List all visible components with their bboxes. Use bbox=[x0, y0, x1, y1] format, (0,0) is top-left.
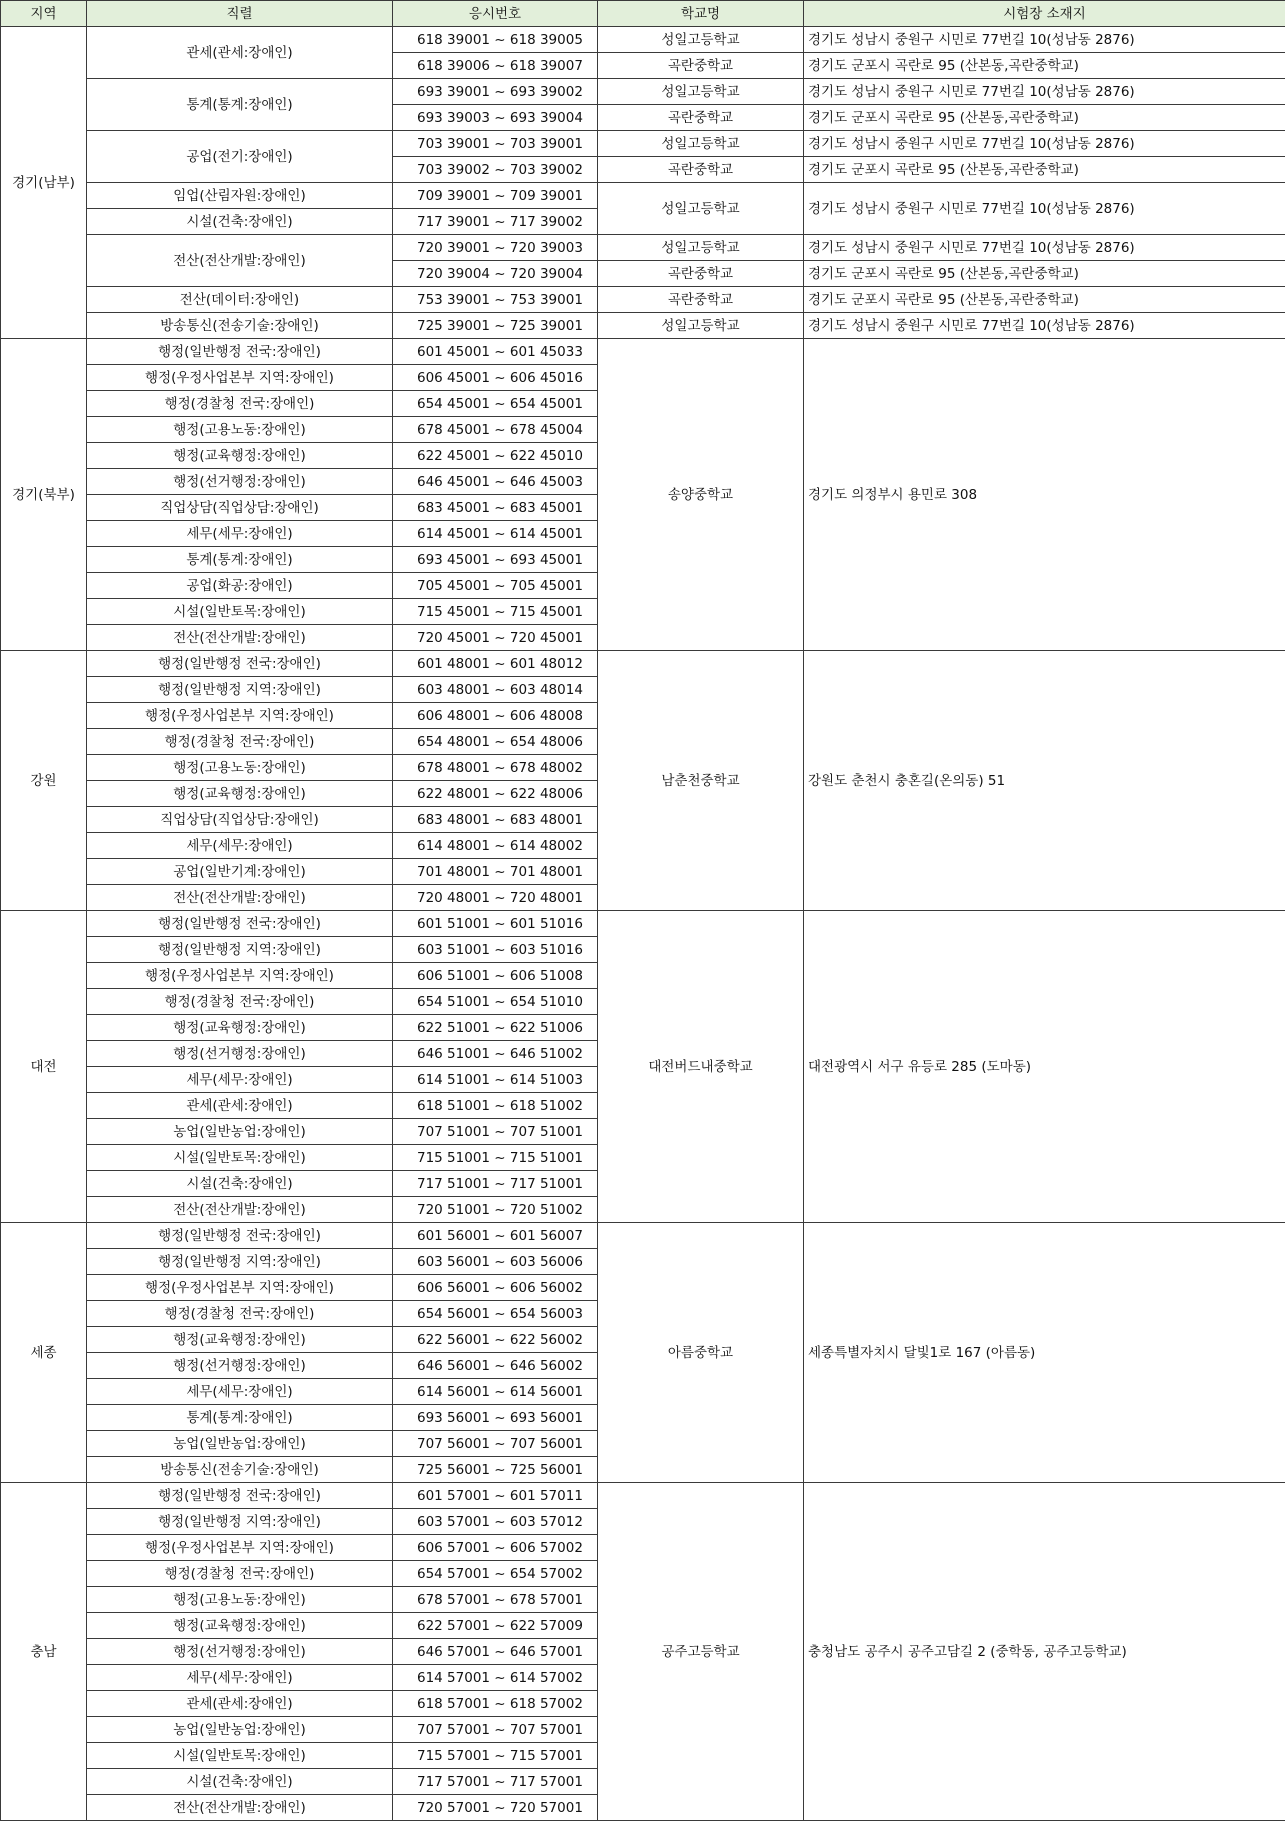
exam-number-cell: 715 51001 ~ 715 51001 bbox=[393, 1145, 598, 1171]
address-cell: 경기도 성남시 중원구 시민로 77번길 10(성남동 2876) bbox=[804, 183, 1285, 235]
table-row bbox=[1, 287, 1285, 313]
job-cell: 통계(통계:장애인) bbox=[87, 79, 393, 131]
exam-number-cell: 654 48001 ~ 654 48006 bbox=[393, 729, 598, 755]
header-region: 지역 bbox=[1, 1, 87, 27]
job-cell: 행정(일반행정 전국:장애인) bbox=[87, 1483, 393, 1509]
job-cell: 시설(건축:장애인) bbox=[87, 209, 393, 235]
job-cell: 방송통신(전송기술:장애인) bbox=[87, 313, 393, 339]
school-cell: 아름중학교 bbox=[598, 1223, 804, 1483]
exam-number-cell: 720 45001 ~ 720 45001 bbox=[393, 625, 598, 651]
job-cell: 행정(고용노동:장애인) bbox=[87, 755, 393, 781]
address-cell: 경기도 군포시 곡란로 95 (산본동,곡란중학교) bbox=[804, 261, 1285, 287]
school-cell: 남춘천중학교 bbox=[598, 651, 804, 911]
exam-number-cell: 725 56001 ~ 725 56001 bbox=[393, 1457, 598, 1483]
address-cell: 경기도 성남시 중원구 시민로 77번길 10(성남동 2876) bbox=[804, 79, 1285, 105]
header-venue-address: 시험장 소재지 bbox=[804, 1, 1285, 27]
exam-number-cell: 683 48001 ~ 683 48001 bbox=[393, 807, 598, 833]
table-row bbox=[1, 1223, 1285, 1249]
school-cell: 성일고등학교 bbox=[598, 79, 804, 105]
job-cell: 전산(전산개발:장애인) bbox=[87, 1197, 393, 1223]
job-cell: 행정(선거행정:장애인) bbox=[87, 1639, 393, 1665]
job-cell: 직업상담(직업상담:장애인) bbox=[87, 807, 393, 833]
job-cell: 행정(우정사업본부 지역:장애인) bbox=[87, 963, 393, 989]
region-cell: 경기(남부) bbox=[1, 27, 87, 339]
table-row bbox=[1, 651, 1285, 677]
table-row bbox=[1, 235, 1285, 261]
exam-number-cell: 703 39001 ~ 703 39001 bbox=[393, 131, 598, 157]
exam-number-cell: 678 45001 ~ 678 45004 bbox=[393, 417, 598, 443]
exam-number-cell: 601 48001 ~ 601 48012 bbox=[393, 651, 598, 677]
region-cell: 경기(북부) bbox=[1, 339, 87, 651]
exam-number-cell: 614 57001 ~ 614 57002 bbox=[393, 1665, 598, 1691]
exam-number-cell: 654 51001 ~ 654 51010 bbox=[393, 989, 598, 1015]
region-cell: 강원 bbox=[1, 651, 87, 911]
job-cell: 시설(건축:장애인) bbox=[87, 1769, 393, 1795]
exam-number-cell: 606 57001 ~ 606 57002 bbox=[393, 1535, 598, 1561]
exam-number-cell: 715 57001 ~ 715 57001 bbox=[393, 1743, 598, 1769]
job-cell: 행정(교육행정:장애인) bbox=[87, 1327, 393, 1353]
exam-number-cell: 622 45001 ~ 622 45010 bbox=[393, 443, 598, 469]
exam-number-cell: 618 51001 ~ 618 51002 bbox=[393, 1093, 598, 1119]
job-cell: 행정(일반행정 전국:장애인) bbox=[87, 339, 393, 365]
exam-number-cell: 622 48001 ~ 622 48006 bbox=[393, 781, 598, 807]
exam-number-cell: 683 45001 ~ 683 45001 bbox=[393, 495, 598, 521]
school-cell: 곡란중학교 bbox=[598, 261, 804, 287]
school-cell: 송양중학교 bbox=[598, 339, 804, 651]
exam-number-cell: 693 39001 ~ 693 39002 bbox=[393, 79, 598, 105]
job-cell: 행정(고용노동:장애인) bbox=[87, 1587, 393, 1613]
table-row bbox=[1, 27, 1285, 53]
school-cell: 성일고등학교 bbox=[598, 313, 804, 339]
job-cell: 전산(전산개발:장애인) bbox=[87, 1795, 393, 1821]
job-cell: 행정(우정사업본부 지역:장애인) bbox=[87, 365, 393, 391]
exam-number-cell: 717 57001 ~ 717 57001 bbox=[393, 1769, 598, 1795]
job-cell: 행정(일반행정 전국:장애인) bbox=[87, 911, 393, 937]
exam-number-cell: 725 39001 ~ 725 39001 bbox=[393, 313, 598, 339]
table-row bbox=[1, 79, 1285, 105]
exam-number-cell: 693 39003 ~ 693 39004 bbox=[393, 105, 598, 131]
address-cell: 충청남도 공주시 공주고담길 2 (중학동, 공주고등학교) bbox=[804, 1483, 1285, 1821]
job-cell: 행정(고용노동:장애인) bbox=[87, 417, 393, 443]
exam-number-cell: 622 57001 ~ 622 57009 bbox=[393, 1613, 598, 1639]
header-job-series: 직렬 bbox=[87, 1, 393, 27]
address-cell: 경기도 군포시 곡란로 95 (산본동,곡란중학교) bbox=[804, 287, 1285, 313]
exam-number-cell: 603 56001 ~ 603 56006 bbox=[393, 1249, 598, 1275]
job-cell: 농업(일반농업:장애인) bbox=[87, 1717, 393, 1743]
school-cell: 곡란중학교 bbox=[598, 157, 804, 183]
school-cell: 공주고등학교 bbox=[598, 1483, 804, 1821]
exam-number-cell: 707 57001 ~ 707 57001 bbox=[393, 1717, 598, 1743]
exam-number-cell: 601 56001 ~ 601 56007 bbox=[393, 1223, 598, 1249]
job-cell: 행정(일반행정 지역:장애인) bbox=[87, 677, 393, 703]
exam-number-cell: 717 39001 ~ 717 39002 bbox=[393, 209, 598, 235]
job-cell: 행정(우정사업본부 지역:장애인) bbox=[87, 1275, 393, 1301]
job-cell: 공업(화공:장애인) bbox=[87, 573, 393, 599]
exam-number-cell: 654 57001 ~ 654 57002 bbox=[393, 1561, 598, 1587]
school-cell: 성일고등학교 bbox=[598, 27, 804, 53]
school-cell: 성일고등학교 bbox=[598, 131, 804, 157]
exam-number-cell: 603 57001 ~ 603 57012 bbox=[393, 1509, 598, 1535]
exam-number-cell: 654 56001 ~ 654 56003 bbox=[393, 1301, 598, 1327]
job-cell: 행정(교육행정:장애인) bbox=[87, 781, 393, 807]
address-cell: 강원도 춘천시 충혼길(온의동) 51 bbox=[804, 651, 1285, 911]
region-cell: 충남 bbox=[1, 1483, 87, 1821]
job-cell: 세무(세무:장애인) bbox=[87, 1379, 393, 1405]
job-cell: 행정(선거행정:장애인) bbox=[87, 469, 393, 495]
region-cell: 세종 bbox=[1, 1223, 87, 1483]
address-cell: 경기도 성남시 중원구 시민로 77번길 10(성남동 2876) bbox=[804, 313, 1285, 339]
job-cell: 행정(선거행정:장애인) bbox=[87, 1041, 393, 1067]
table-row bbox=[1, 313, 1285, 339]
school-cell: 곡란중학교 bbox=[598, 53, 804, 79]
exam-number-cell: 720 39004 ~ 720 39004 bbox=[393, 261, 598, 287]
job-cell: 통계(통계:장애인) bbox=[87, 547, 393, 573]
header-school-name: 학교명 bbox=[598, 1, 804, 27]
exam-number-cell: 614 51001 ~ 614 51003 bbox=[393, 1067, 598, 1093]
school-cell: 성일고등학교 bbox=[598, 183, 804, 235]
job-cell: 세무(세무:장애인) bbox=[87, 521, 393, 547]
job-cell: 시설(일반토목:장애인) bbox=[87, 599, 393, 625]
job-cell: 방송통신(전송기술:장애인) bbox=[87, 1457, 393, 1483]
exam-number-cell: 753 39001 ~ 753 39001 bbox=[393, 287, 598, 313]
job-cell: 행정(경찰청 전국:장애인) bbox=[87, 391, 393, 417]
exam-number-cell: 678 48001 ~ 678 48002 bbox=[393, 755, 598, 781]
job-cell: 행정(경찰청 전국:장애인) bbox=[87, 729, 393, 755]
exam-number-cell: 707 56001 ~ 707 56001 bbox=[393, 1431, 598, 1457]
exam-number-cell: 614 45001 ~ 614 45001 bbox=[393, 521, 598, 547]
exam-number-cell: 606 51001 ~ 606 51008 bbox=[393, 963, 598, 989]
exam-number-cell: 693 45001 ~ 693 45001 bbox=[393, 547, 598, 573]
job-cell: 행정(일반행정 지역:장애인) bbox=[87, 937, 393, 963]
school-cell: 대전버드내중학교 bbox=[598, 911, 804, 1223]
job-cell: 농업(일반농업:장애인) bbox=[87, 1431, 393, 1457]
region-cell: 대전 bbox=[1, 911, 87, 1223]
school-cell: 곡란중학교 bbox=[598, 287, 804, 313]
job-cell: 행정(선거행정:장애인) bbox=[87, 1353, 393, 1379]
exam-number-cell: 618 39001 ~ 618 39005 bbox=[393, 27, 598, 53]
job-cell: 행정(일반행정 전국:장애인) bbox=[87, 651, 393, 677]
exam-number-cell: 646 51001 ~ 646 51002 bbox=[393, 1041, 598, 1067]
exam-number-cell: 701 48001 ~ 701 48001 bbox=[393, 859, 598, 885]
table-row bbox=[1, 911, 1285, 937]
table-row bbox=[1, 1483, 1285, 1509]
exam-number-cell: 603 48001 ~ 603 48014 bbox=[393, 677, 598, 703]
job-cell: 임업(산림자원:장애인) bbox=[87, 183, 393, 209]
exam-number-cell: 606 56001 ~ 606 56002 bbox=[393, 1275, 598, 1301]
job-cell: 공업(일반기계:장애인) bbox=[87, 859, 393, 885]
job-cell: 행정(경찰청 전국:장애인) bbox=[87, 1301, 393, 1327]
job-cell: 전산(전산개발:장애인) bbox=[87, 235, 393, 287]
job-cell: 전산(데이터:장애인) bbox=[87, 287, 393, 313]
job-cell: 시설(건축:장애인) bbox=[87, 1171, 393, 1197]
exam-number-cell: 693 56001 ~ 693 56001 bbox=[393, 1405, 598, 1431]
job-cell: 행정(우정사업본부 지역:장애인) bbox=[87, 1535, 393, 1561]
exam-number-cell: 646 45001 ~ 646 45003 bbox=[393, 469, 598, 495]
exam-number-cell: 601 51001 ~ 601 51016 bbox=[393, 911, 598, 937]
table-row bbox=[1, 339, 1285, 365]
exam-number-cell: 601 57001 ~ 601 57011 bbox=[393, 1483, 598, 1509]
job-cell: 행정(우정사업본부 지역:장애인) bbox=[87, 703, 393, 729]
table-row bbox=[1, 131, 1285, 157]
job-cell: 행정(교육행정:장애인) bbox=[87, 1613, 393, 1639]
exam-number-cell: 646 56001 ~ 646 56002 bbox=[393, 1353, 598, 1379]
school-cell: 성일고등학교 bbox=[598, 235, 804, 261]
exam-number-cell: 618 39006 ~ 618 39007 bbox=[393, 53, 598, 79]
job-cell: 행정(일반행정 전국:장애인) bbox=[87, 1223, 393, 1249]
address-cell: 세종특별자치시 달빛1로 167 (아름동) bbox=[804, 1223, 1285, 1483]
exam-number-cell: 606 45001 ~ 606 45016 bbox=[393, 365, 598, 391]
address-cell: 경기도 성남시 중원구 시민로 77번길 10(성남동 2876) bbox=[804, 27, 1285, 53]
exam-number-cell: 614 56001 ~ 614 56001 bbox=[393, 1379, 598, 1405]
exam-number-cell: 622 56001 ~ 622 56002 bbox=[393, 1327, 598, 1353]
job-cell: 행정(일반행정 지역:장애인) bbox=[87, 1249, 393, 1275]
exam-number-cell: 603 51001 ~ 603 51016 bbox=[393, 937, 598, 963]
address-cell: 경기도 의정부시 용민로 308 bbox=[804, 339, 1285, 651]
exam-number-cell: 720 48001 ~ 720 48001 bbox=[393, 885, 598, 911]
job-cell: 행정(경찰청 전국:장애인) bbox=[87, 989, 393, 1015]
job-cell: 시설(일반토목:장애인) bbox=[87, 1743, 393, 1769]
exam-number-cell: 646 57001 ~ 646 57001 bbox=[393, 1639, 598, 1665]
job-cell: 관세(관세:장애인) bbox=[87, 1093, 393, 1119]
table-body bbox=[1, 27, 1285, 1821]
address-cell: 경기도 군포시 곡란로 95 (산본동,곡란중학교) bbox=[804, 53, 1285, 79]
exam-number-cell: 709 39001 ~ 709 39001 bbox=[393, 183, 598, 209]
exam-number-cell: 614 48001 ~ 614 48002 bbox=[393, 833, 598, 859]
exam-number-cell: 601 45001 ~ 601 45033 bbox=[393, 339, 598, 365]
exam-number-cell: 606 48001 ~ 606 48008 bbox=[393, 703, 598, 729]
exam-number-cell: 705 45001 ~ 705 45001 bbox=[393, 573, 598, 599]
address-cell: 경기도 군포시 곡란로 95 (산본동,곡란중학교) bbox=[804, 105, 1285, 131]
job-cell: 행정(일반행정 지역:장애인) bbox=[87, 1509, 393, 1535]
address-cell: 경기도 성남시 중원구 시민로 77번길 10(성남동 2876) bbox=[804, 131, 1285, 157]
school-cell: 곡란중학교 bbox=[598, 105, 804, 131]
exam-number-cell: 703 39002 ~ 703 39002 bbox=[393, 157, 598, 183]
job-cell: 전산(전산개발:장애인) bbox=[87, 885, 393, 911]
job-cell: 전산(전산개발:장애인) bbox=[87, 625, 393, 651]
address-cell: 경기도 성남시 중원구 시민로 77번길 10(성남동 2876) bbox=[804, 235, 1285, 261]
exam-number-cell: 720 57001 ~ 720 57001 bbox=[393, 1795, 598, 1821]
job-cell: 세무(세무:장애인) bbox=[87, 1665, 393, 1691]
job-cell: 세무(세무:장애인) bbox=[87, 833, 393, 859]
exam-number-cell: 720 51001 ~ 720 51002 bbox=[393, 1197, 598, 1223]
address-cell: 경기도 군포시 곡란로 95 (산본동,곡란중학교) bbox=[804, 157, 1285, 183]
job-cell: 행정(경찰청 전국:장애인) bbox=[87, 1561, 393, 1587]
exam-number-cell: 715 45001 ~ 715 45001 bbox=[393, 599, 598, 625]
job-cell: 행정(교육행정:장애인) bbox=[87, 1015, 393, 1041]
address-cell: 대전광역시 서구 유등로 285 (도마동) bbox=[804, 911, 1285, 1223]
job-cell: 관세(관세:장애인) bbox=[87, 27, 393, 79]
job-cell: 농업(일반농업:장애인) bbox=[87, 1119, 393, 1145]
exam-number-cell: 707 51001 ~ 707 51001 bbox=[393, 1119, 598, 1145]
job-cell: 통계(통계:장애인) bbox=[87, 1405, 393, 1431]
job-cell: 직업상담(직업상담:장애인) bbox=[87, 495, 393, 521]
exam-number-cell: 678 57001 ~ 678 57001 bbox=[393, 1587, 598, 1613]
exam-number-cell: 720 39001 ~ 720 39003 bbox=[393, 235, 598, 261]
table-row bbox=[1, 183, 1285, 209]
header-row bbox=[1, 1, 1285, 27]
exam-number-cell: 622 51001 ~ 622 51006 bbox=[393, 1015, 598, 1041]
exam-number-cell: 654 45001 ~ 654 45001 bbox=[393, 391, 598, 417]
exam-number-cell: 717 51001 ~ 717 51001 bbox=[393, 1171, 598, 1197]
job-cell: 관세(관세:장애인) bbox=[87, 1691, 393, 1717]
job-cell: 시설(일반토목:장애인) bbox=[87, 1145, 393, 1171]
job-cell: 세무(세무:장애인) bbox=[87, 1067, 393, 1093]
header-exam-number: 응시번호 bbox=[393, 1, 598, 27]
job-cell: 행정(교육행정:장애인) bbox=[87, 443, 393, 469]
job-cell: 공업(전기:장애인) bbox=[87, 131, 393, 183]
exam-number-cell: 618 57001 ~ 618 57002 bbox=[393, 1691, 598, 1717]
